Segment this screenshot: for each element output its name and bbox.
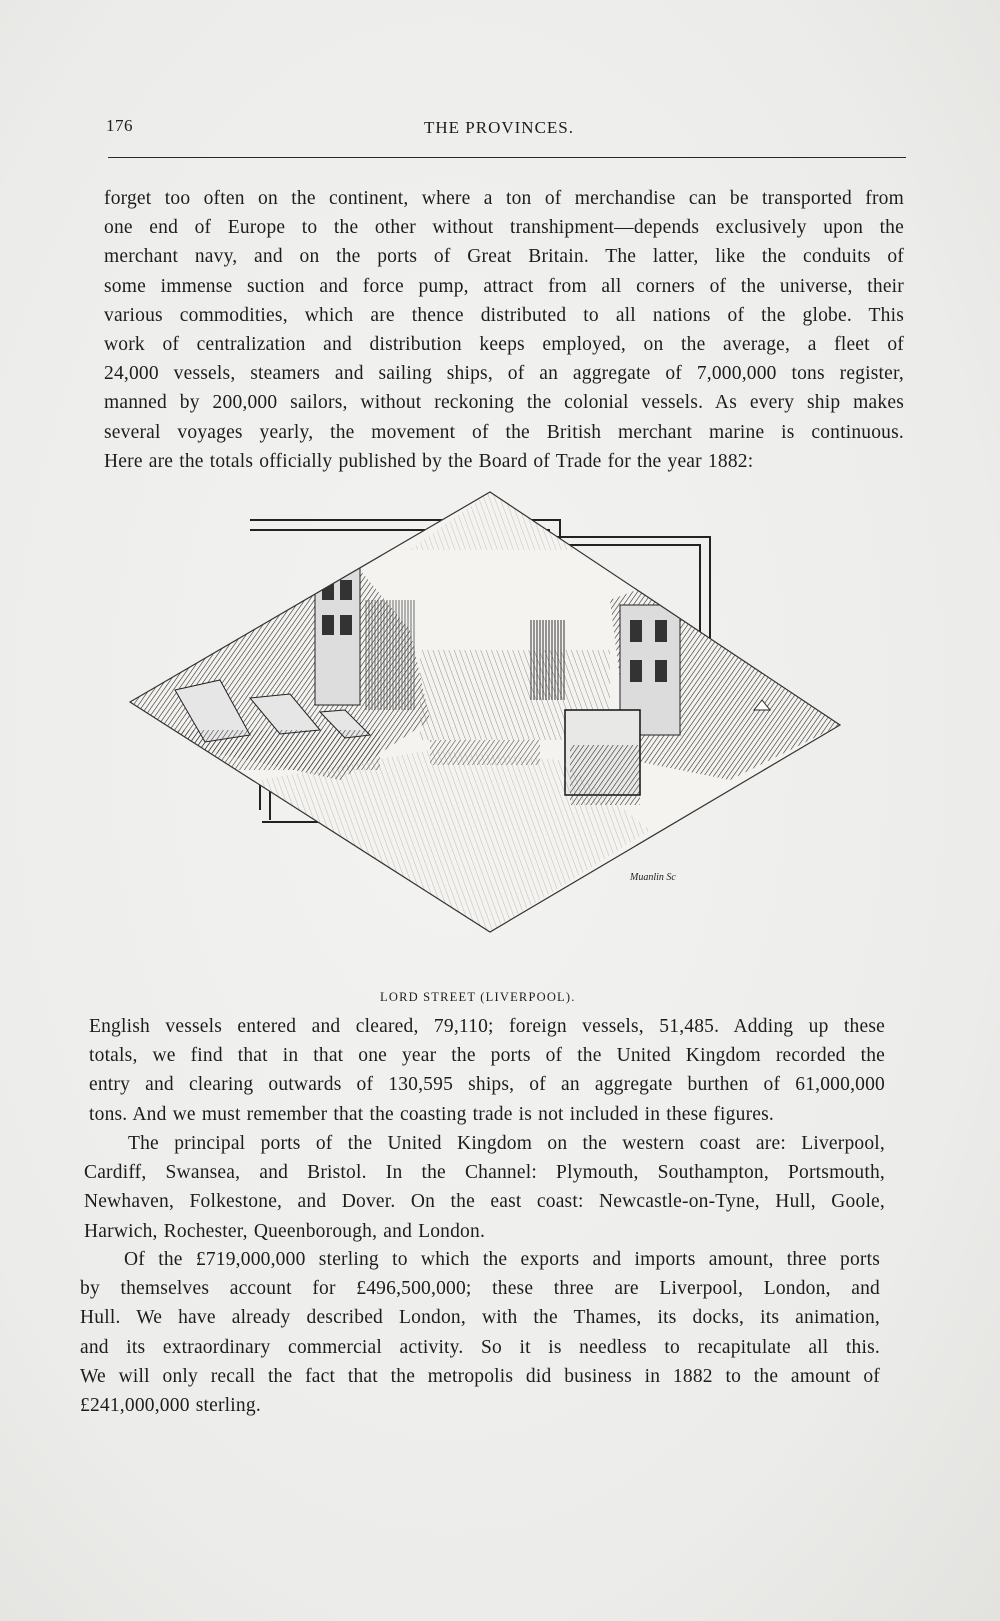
text-line: English vessels entered and cleared, 79,110; foreign vessels, 51,485. Adding up these xyxy=(89,1016,885,1037)
text-line: Cardiff, Swansea, and Bristol. In the Channel: Plymouth, Southampton, Portsmouth, xyxy=(84,1162,885,1184)
page-header xyxy=(106,116,906,146)
text-line: tons. And we must remember that the coasting trade is not included in these figures. xyxy=(89,1103,774,1125)
text-line: The principal ports of the United Kingdom on the western coast are: Liverpool, xyxy=(128,1133,885,1154)
text-line: several voyages yearly, the movement of the British merchant marine is continuous. xyxy=(104,421,904,443)
text-line: entry and clearing outwards of 130,595 ships, of an aggregate burthen of 61,000,000 xyxy=(89,1074,885,1096)
paragraph-1 xyxy=(104,184,904,476)
text-line: forget too often on the continent, where a ton of merchandise can be transported from xyxy=(104,188,904,209)
text-line: We will only recall the fact that the metropolis did business in 1882 to the amount of xyxy=(80,1365,880,1387)
text-line: Harwich, Rochester, Queenborough, and London. xyxy=(84,1220,486,1242)
text-line: 24,000 vessels, steamers and sailing ships, of an aggregate of 7,000,000 tons register, xyxy=(104,363,904,385)
text-line: Hull. We have already described London, with the Thames, its docks, its animation, xyxy=(80,1307,880,1329)
lord-street-engraving xyxy=(110,480,870,940)
header-rule xyxy=(108,157,906,158)
text-line: some immense suction and force pump, attract from all corners of the universe, their xyxy=(104,275,904,297)
text-line: work of centralization and distribution keeps employed, on the average, a fleet of xyxy=(104,334,904,356)
text-line: and its extraordinary commercial activity. So it is needless to recapitulate all this. xyxy=(80,1336,880,1358)
text-line: £241,000,000 sterling. xyxy=(80,1395,261,1417)
text-line: various commodities, which are thence distributed to all nations of the globe. This xyxy=(104,304,904,326)
paragraph-2 xyxy=(89,1012,885,1129)
text-line: one end of Europe to the other without transhipment—depends exclusively upon the xyxy=(104,217,904,239)
text-line: merchant navy, and on the ports of Great Britain. The latter, like the conduits of xyxy=(104,246,904,268)
text-line: Here are the totals officially published by the Board of Trade for the year 1882: xyxy=(104,450,754,472)
illustration-caption: LORD STREET (LIVERPOOL). xyxy=(380,990,576,1004)
page-number: 176 xyxy=(106,116,133,135)
running-head: THE PROVINCES. xyxy=(424,118,575,137)
paragraph-3 xyxy=(84,1129,885,1246)
text-line: totals, we find that in that one year the ports of the United Kingdom recorded the xyxy=(89,1045,885,1067)
engraver-signature: Muanlin Sc xyxy=(630,872,676,883)
text-line: Newhaven, Folkestone, and Dover. On the east coast: Newcastle-on-Tyne, Hull, Goole, xyxy=(84,1191,885,1213)
text-line: manned by 200,000 sailors, without reckoning the colonial vessels. As every ship makes xyxy=(104,392,904,414)
text-line: by themselves account for £496,500,000; these three are Liverpool, London, and xyxy=(80,1278,880,1300)
paragraph-4 xyxy=(80,1245,880,1420)
text-line: Of the £719,000,000 sterling to which the exports and imports amount, three ports xyxy=(124,1249,880,1270)
